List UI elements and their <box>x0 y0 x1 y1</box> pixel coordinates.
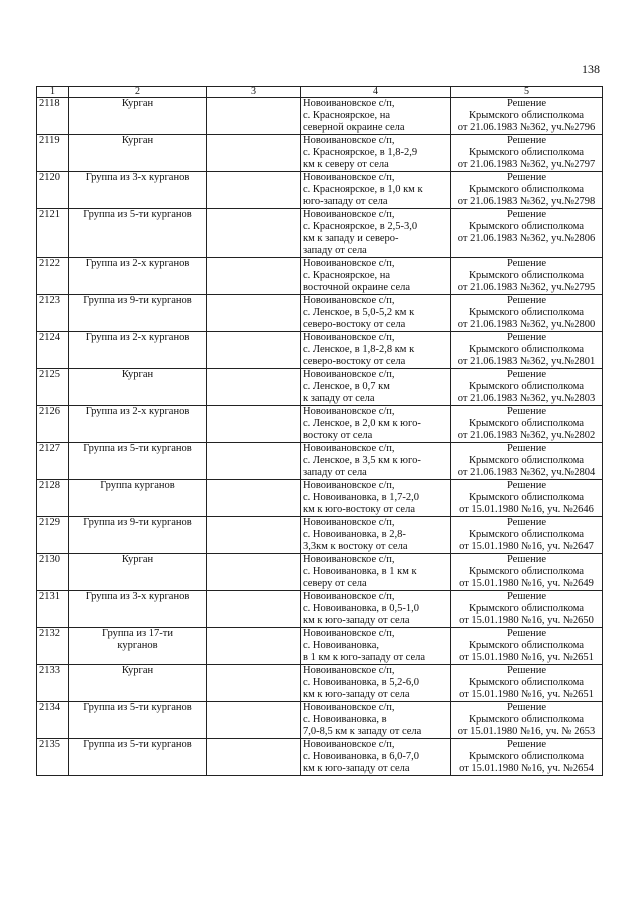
location-line: Новоивановское с/п, <box>303 98 395 109</box>
object-name-line: Курган <box>121 135 154 146</box>
location-cell <box>301 665 451 702</box>
object-name-cell <box>69 406 207 443</box>
decision-cell <box>451 702 603 739</box>
decision-cell <box>451 258 603 295</box>
decision-line: Решение <box>506 406 546 417</box>
object-name-line: Группа из 5-ти курганов <box>83 739 192 750</box>
object-name-cell <box>69 591 207 628</box>
decision-line: Решение <box>506 480 546 491</box>
object-name-line: Курган <box>121 369 154 380</box>
row-number-cell: 2129 <box>37 517 69 554</box>
location-cell <box>301 517 451 554</box>
location-cell <box>301 135 451 172</box>
row-number-cell: 2132 <box>37 628 69 665</box>
empty-cell <box>207 628 301 665</box>
location-line: Новоивановское с/п, <box>303 369 395 380</box>
row-number-cell: 2135 <box>37 739 69 776</box>
empty-cell <box>207 702 301 739</box>
decision-cell <box>451 209 603 258</box>
decision-line: Решение <box>506 98 546 109</box>
decision-line: Крымского облисполкома <box>468 492 585 503</box>
location-cell <box>301 443 451 480</box>
decision-line: от 21.06.1983 №362, уч.№2806 <box>457 233 596 244</box>
decision-line: от 21.06.1983 №362, уч.№2802 <box>457 430 596 441</box>
decision-cell <box>451 665 603 702</box>
decision-line: Крымского облисполкома <box>468 640 585 651</box>
decision-line: Крымского облисполкома <box>468 714 585 725</box>
location-line: с. Новоивановка, в 1,7-2,0 <box>303 492 419 503</box>
column-header-3: 3 <box>207 87 301 98</box>
decision-line: от 15.01.1980 №16, уч. №2651 <box>459 652 594 663</box>
location-line: Новоивановское с/п, <box>303 591 395 602</box>
object-name-cell <box>69 739 207 776</box>
decision-line: Крымского облисполкома <box>468 418 585 429</box>
header-row <box>37 87 603 98</box>
decision-line: Решение <box>506 332 546 343</box>
location-line: Новоивановское с/п, <box>303 295 395 306</box>
location-cell <box>301 98 451 135</box>
empty-cell <box>207 443 301 480</box>
location-line: с. Новоивановка, в 5,2-6,0 <box>303 677 419 688</box>
decision-line: Крымского облисполкома <box>468 221 585 232</box>
table-row <box>37 628 603 665</box>
object-name-cell <box>69 517 207 554</box>
row-number-cell: 2119 <box>37 135 69 172</box>
location-line: западу от села <box>303 245 367 256</box>
decision-line: Решение <box>506 665 546 676</box>
object-name-cell <box>69 209 207 258</box>
object-name-cell <box>69 702 207 739</box>
row-number-cell: 2130 <box>37 554 69 591</box>
empty-cell <box>207 554 301 591</box>
object-name-cell <box>69 172 207 209</box>
decision-line: Крымского облисполкома <box>468 603 585 614</box>
location-line: в 1 км к юго-западу от села <box>303 652 426 663</box>
location-line: с. Ленское, в 2,0 км к юго- <box>303 418 421 429</box>
table-row <box>37 369 603 406</box>
decision-line: от 21.06.1983 №362, уч.№2801 <box>457 356 596 367</box>
object-name-cell <box>69 554 207 591</box>
table-row <box>37 702 603 739</box>
location-cell <box>301 172 451 209</box>
location-line: с. Новоивановка, <box>303 640 380 651</box>
table-row <box>37 209 603 258</box>
decision-cell <box>451 739 603 776</box>
location-cell <box>301 480 451 517</box>
table-row <box>37 443 603 480</box>
object-name-line: Группа из 2-х курганов <box>85 406 190 417</box>
location-cell <box>301 702 451 739</box>
location-cell <box>301 406 451 443</box>
column-header-5: 5 <box>451 87 603 98</box>
empty-cell <box>207 258 301 295</box>
decision-line: от 15.01.1980 №16, уч. № 2653 <box>457 726 596 737</box>
location-line: км к юго-западу от села <box>303 615 410 626</box>
location-line: юго-западу от села <box>303 196 388 207</box>
location-line: км к северу от села <box>303 159 389 170</box>
location-line: северной окраине села <box>303 122 405 133</box>
table-row <box>37 258 603 295</box>
location-line: 7,0-8,5 км к западу от села <box>303 726 422 737</box>
location-line: км к юго-востоку от села <box>303 504 415 515</box>
location-line: с. Новоивановка, в <box>303 714 387 725</box>
row-number-cell: 2127 <box>37 443 69 480</box>
decision-cell <box>451 369 603 406</box>
location-line: км к юго-западу от села <box>303 763 410 774</box>
row-number-cell: 2124 <box>37 332 69 369</box>
decision-line: Решение <box>506 554 546 565</box>
empty-cell <box>207 665 301 702</box>
location-cell <box>301 295 451 332</box>
location-line: к западу от села <box>303 393 375 404</box>
object-name-cell <box>69 258 207 295</box>
decision-line: Крымского облисполкома <box>468 566 585 577</box>
object-name-cell <box>69 98 207 135</box>
empty-cell <box>207 591 301 628</box>
location-line: с. Красноярское, на <box>303 270 391 281</box>
table-row <box>37 739 603 776</box>
location-cell <box>301 628 451 665</box>
decision-line: Решение <box>506 369 546 380</box>
decision-line: Крымского облисполкома <box>468 110 585 121</box>
location-line: Новоивановское с/п, <box>303 258 395 269</box>
location-line: с. Ленское, в 0,7 км <box>303 381 390 392</box>
location-line: Новоивановское с/п, <box>303 443 395 454</box>
location-line: Новоивановское с/п, <box>303 739 395 750</box>
row-number-cell: 2133 <box>37 665 69 702</box>
location-line: с. Новоивановка, в 2,8- <box>303 529 406 540</box>
object-name-line: Группа из 3-х курганов <box>85 172 190 183</box>
object-name-line: Группа из 5-ти курганов <box>83 702 192 713</box>
location-line: северо-востоку от села <box>303 356 406 367</box>
location-line: востоку от села <box>303 430 373 441</box>
decision-line: Решение <box>506 443 546 454</box>
decision-line: Крымского облисполкома <box>468 307 585 318</box>
decision-line: Решение <box>506 135 546 146</box>
decision-line: Решение <box>506 517 546 528</box>
location-line: Новоивановское с/п, <box>303 628 395 639</box>
decision-line: от 15.01.1980 №16, уч. №2654 <box>459 763 594 774</box>
table-row <box>37 135 603 172</box>
empty-cell <box>207 172 301 209</box>
location-cell <box>301 209 451 258</box>
decision-line: от 21.06.1983 №362, уч.№2795 <box>457 282 596 293</box>
location-line: Новоивановское с/п, <box>303 209 395 220</box>
location-line: с. Красноярское, в 2,5-3,0 <box>303 221 418 232</box>
empty-cell <box>207 295 301 332</box>
row-number-cell: 2125 <box>37 369 69 406</box>
empty-cell <box>207 406 301 443</box>
object-name-cell <box>69 665 207 702</box>
decision-line: Крымского облисполкома <box>468 455 585 466</box>
decision-cell <box>451 406 603 443</box>
location-line: Новоивановское с/п, <box>303 406 395 417</box>
location-line: Новоивановское с/п, <box>303 517 395 528</box>
column-header-2: 2 <box>69 87 207 98</box>
decision-line: Решение <box>506 739 546 750</box>
object-name-cell <box>69 480 207 517</box>
location-line: с. Красноярское, в 1,8-2,9 <box>303 147 418 158</box>
object-name-line: Группа из 5-ти курганов <box>83 209 192 220</box>
table-row <box>37 172 603 209</box>
decision-line: от 21.06.1983 №362, уч.№2796 <box>457 122 596 133</box>
decision-cell <box>451 135 603 172</box>
location-cell <box>301 369 451 406</box>
table-row <box>37 295 603 332</box>
table-row <box>37 98 603 135</box>
location-cell <box>301 258 451 295</box>
decision-line: Крымского облисполкома <box>468 677 585 688</box>
empty-cell <box>207 209 301 258</box>
location-line: северу от села <box>303 578 367 589</box>
row-number-cell: 2120 <box>37 172 69 209</box>
object-name-line: Группа из 2-х курганов <box>85 332 190 343</box>
object-name-line: Группа из 5-ти курганов <box>83 443 192 454</box>
object-name-cell <box>69 443 207 480</box>
location-line: восточной окраине села <box>303 282 411 293</box>
location-line: Новоивановское с/п, <box>303 135 395 146</box>
page-number: 138 <box>582 62 600 76</box>
empty-cell <box>207 332 301 369</box>
decision-line: от 15.01.1980 №16, уч. №2649 <box>459 578 594 589</box>
row-number-cell: 2131 <box>37 591 69 628</box>
object-name-cell <box>69 628 207 665</box>
decision-line: Решение <box>506 295 546 306</box>
location-line: км к западу и северо- <box>303 233 399 244</box>
decision-cell <box>451 554 603 591</box>
location-line: 3,3км к востоку от села <box>303 541 408 552</box>
decision-line: от 21.06.1983 №362, уч.№2797 <box>457 159 596 170</box>
location-cell <box>301 739 451 776</box>
location-line: западу от села <box>303 467 367 478</box>
location-line: с. Новоивановка, в 6,0-7,0 <box>303 751 419 762</box>
row-number-cell: 2126 <box>37 406 69 443</box>
location-line: с. Красноярское, в 1,0 км к <box>303 184 423 195</box>
decision-line: от 21.06.1983 №362, уч.№2804 <box>457 467 596 478</box>
location-line: Новоивановское с/п, <box>303 480 395 491</box>
location-line: северо-востоку от села <box>303 319 406 330</box>
decision-line: от 15.01.1980 №16, уч. №2647 <box>459 541 594 552</box>
object-name-line: курганов <box>117 640 158 651</box>
decision-cell <box>451 480 603 517</box>
decision-line: Решение <box>506 258 546 269</box>
decision-line: Крымского облисполкома <box>468 344 585 355</box>
decision-line: Крымского облисполкома <box>468 184 585 195</box>
decision-line: Решение <box>506 702 546 713</box>
decision-line: от 21.06.1983 №362, уч.№2800 <box>457 319 596 330</box>
object-name-line: Курган <box>121 665 154 676</box>
decision-cell <box>451 98 603 135</box>
location-line: с. Новоивановка, в 1 км к <box>303 566 417 577</box>
decision-line: от 21.06.1983 №362, уч.№2798 <box>457 196 596 207</box>
decision-cell <box>451 443 603 480</box>
object-name-cell <box>69 369 207 406</box>
row-number-cell: 2122 <box>37 258 69 295</box>
location-cell <box>301 591 451 628</box>
decision-line: Крымского облисполкома <box>468 270 585 281</box>
row-number-cell: 2123 <box>37 295 69 332</box>
object-name-line: Группа из 2-х курганов <box>85 258 190 269</box>
object-name-line: Группа курганов <box>100 480 175 491</box>
row-number-cell: 2118 <box>37 98 69 135</box>
column-header-1: 1 <box>37 87 69 98</box>
empty-cell <box>207 739 301 776</box>
row-number-cell: 2121 <box>37 209 69 258</box>
decision-line: Крымского облисполкома <box>468 147 585 158</box>
decision-line: Крымского облисполкома <box>468 751 585 762</box>
object-name-line: Группа из 9-ти курганов <box>83 517 192 528</box>
decision-line: Крымского облисполкома <box>468 529 585 540</box>
location-line: Новоивановское с/п, <box>303 554 395 565</box>
empty-cell <box>207 135 301 172</box>
decision-line: Решение <box>506 209 546 220</box>
location-line: с. Ленское, в 3,5 км к юго- <box>303 455 421 466</box>
location-line: с. Красноярское, на <box>303 110 391 121</box>
empty-cell <box>207 480 301 517</box>
location-cell <box>301 554 451 591</box>
location-cell <box>301 332 451 369</box>
object-name-line: Курган <box>121 554 154 565</box>
location-line: Новоивановское с/п, <box>303 332 395 343</box>
decision-line: от 21.06.1983 №362, уч.№2803 <box>457 393 596 404</box>
decision-cell <box>451 628 603 665</box>
empty-cell <box>207 98 301 135</box>
table-row <box>37 517 603 554</box>
empty-cell <box>207 369 301 406</box>
decision-cell <box>451 591 603 628</box>
table-row <box>37 591 603 628</box>
object-name-cell <box>69 332 207 369</box>
location-line: Новоивановское с/п, <box>303 702 395 713</box>
location-line: Новоивановское с/п, <box>303 172 395 183</box>
decision-line: Крымского облисполкома <box>468 381 585 392</box>
decision-line: от 15.01.1980 №16, уч. №2650 <box>459 615 594 626</box>
row-number-cell: 2134 <box>37 702 69 739</box>
table-row <box>37 406 603 443</box>
object-name-line: Группа из 9-ти курганов <box>83 295 192 306</box>
decision-line: Решение <box>506 172 546 183</box>
decision-cell <box>451 332 603 369</box>
empty-cell <box>207 517 301 554</box>
table-body <box>37 98 603 776</box>
decision-cell <box>451 517 603 554</box>
object-name-line: Курган <box>121 98 154 109</box>
object-name-cell <box>69 135 207 172</box>
location-line: км к юго-западу от села <box>303 689 410 700</box>
decision-line: от 15.01.1980 №16, уч. №2646 <box>459 504 594 515</box>
object-name-cell <box>69 295 207 332</box>
decision-line: Решение <box>506 591 546 602</box>
table-row <box>37 554 603 591</box>
column-header-4: 4 <box>301 87 451 98</box>
row-number-cell: 2128 <box>37 480 69 517</box>
heritage-registry-table <box>36 86 603 776</box>
table-row <box>37 332 603 369</box>
location-line: Новоивановское с/п, <box>303 665 395 676</box>
object-name-line: Группа из 17-ти <box>102 628 173 639</box>
location-line: с. Ленское, в 5,0-5,2 км к <box>303 307 415 318</box>
decision-cell <box>451 172 603 209</box>
table-row <box>37 665 603 702</box>
table-row <box>37 480 603 517</box>
location-line: с. Новоивановка, в 0,5-1,0 <box>303 603 419 614</box>
decision-line: Решение <box>506 628 546 639</box>
decision-cell <box>451 295 603 332</box>
location-line: с. Ленское, в 1,8-2,8 км к <box>303 344 415 355</box>
decision-line: от 15.01.1980 №16, уч. №2651 <box>459 689 594 700</box>
object-name-line: Группа из 3-х курганов <box>85 591 190 602</box>
